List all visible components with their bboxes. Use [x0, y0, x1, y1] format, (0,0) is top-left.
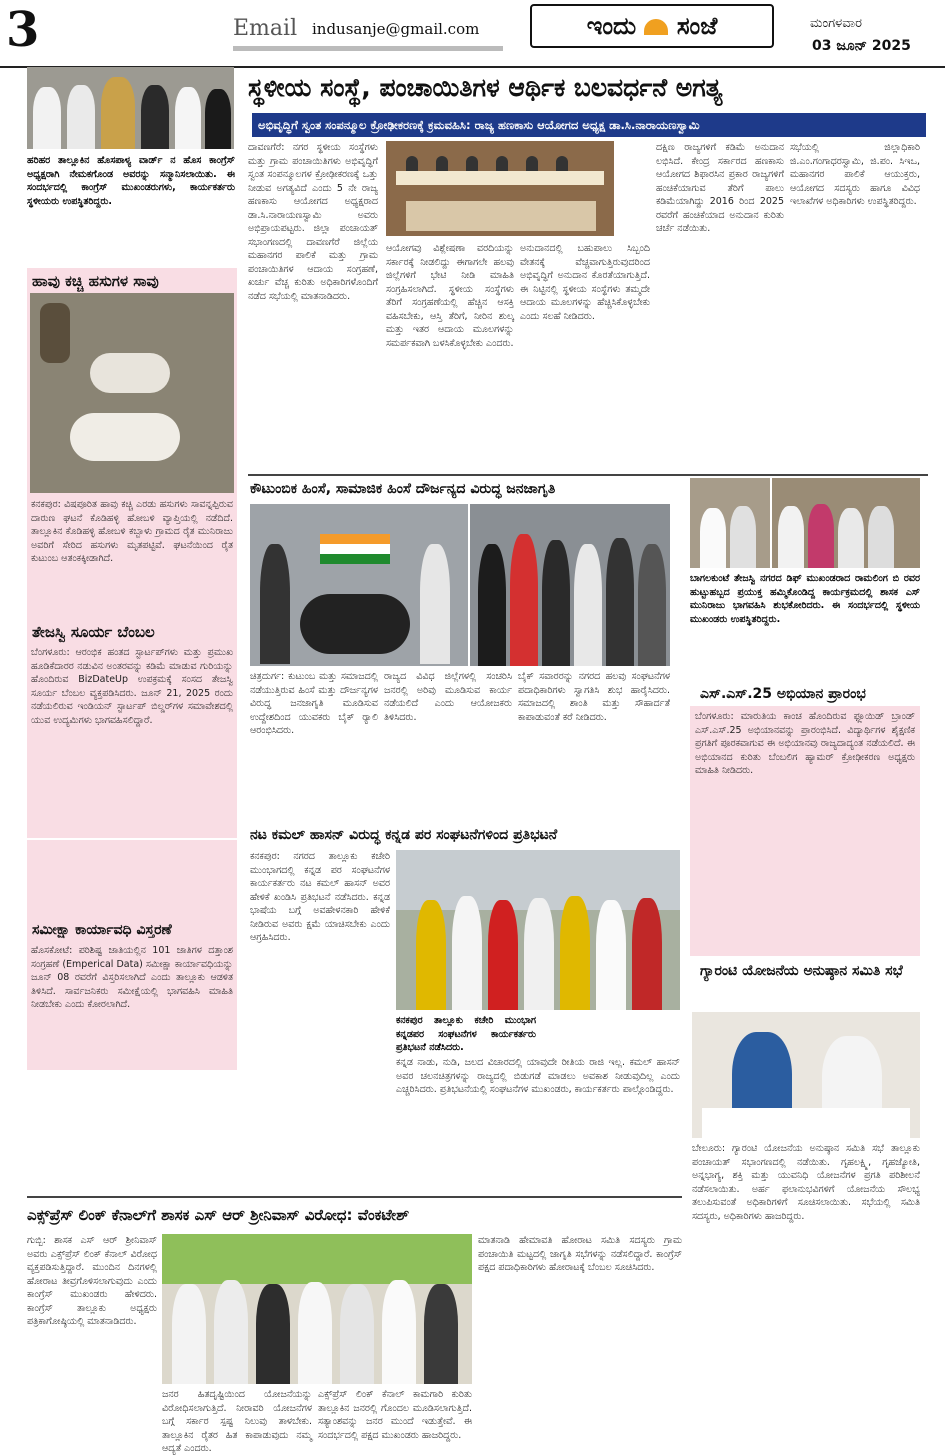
sun-icon — [644, 19, 668, 35]
email-address[interactable]: indusanje@gmail.com — [312, 20, 480, 38]
surya-body: ಬೆಂಗಳೂರು: ಆರಂಭಿಕ ಹಂತದ ಸ್ಟಾರ್ಟಪ್‌ಗಳು ಮತ್ತು ಪ್ರಮುಖ ಹೂಡಿಕೆದಾರರ ನಡುವಿನ ಅಂತರವನ್ನು ಕಡಿಮೆ ಮಾಡುವ ಗುರಿಯನ್ನು ಹೊಂದಿರುವ BizDateUp ಉಪಕ್ರಮಕ್ಕೆ ಸಂಸದ ತೇಜಸ್ವಿ ಸೂರ್ಯ ಬೆಂಬಲ ವ್ಯಕ್ತಪಡಿಸಿದರು. ಜೂನ್ 21, 2025 ರಂದು ನಡೆಯಲಿರುವ ಇಂಡಿಯನ್ ಸ್ಟಾರ್ಟಪ್ ಬಿಲ್ಡರ್‌ಗಳ ಸಮಾವೇಶದಲ್ಲಿ ಯುವ ಉದ್ಯಮಿಗಳು ಭಾಗವಹಿಸಲಿದ್ದಾರೆ. — [31, 647, 233, 726]
review-body: ಹೊಸಕೋಟೆ: ಪರಿಶಿಷ್ಟ ಜಾತಿಯಲ್ಲಿನ 101 ಜಾತಿಗಳ ದತ್ತಾಂಶ ಸಂಗ್ರಹಣೆ (Emperical Data) ಸಮೀಕ್ಷಾ ಕಾರ್ಯಾವಧಿಯನ್ನು ಜೂನ್ 08 ರವರೆಗೆ ವಿಸ್ತರಿಸಲಾಗಿದೆ ಎಂದು ತಾಲ್ಲೂಕು ಆಡಳಿತ ತಿಳಿಸಿದೆ. ಸಾರ್ವಜನಿಕರು ಸಮೀಕ್ಷೆಯಲ್ಲಿ ಭಾಗವಹಿಸಿ ಮಾಹಿತಿ ನೀಡಬೇಕು ಎಂದು ಕೋರಲಾಗಿದೆ. — [31, 945, 233, 1010]
congress-caption: ಹರಿಹರ ತಾಲ್ಲೂಕಿನ ಹೊಸಪಾಳ್ಯ ವಾರ್ಡ್ ನ ಹೊಸ ಕಾಂಗ್ರೆಸ್ ಅಧ್ಯಕ್ಷರಾಗಿ ನೇಮಕಗೊಂಡ ಅವರನ್ನು ಸನ್ಮಾನಿಸಲಾಯಿತು. ಈ ಸಂದರ್ಭದಲ್ಲಿ ಕಾಂಗ್ರೆಸ್ ಮುಖಂಡರುಗಳು, ಕಾರ್ಯಕರ್ತರು ಸ್ಥಳೀಯರು ಉಪಸ್ಥಿತರಿದ್ದರು. — [27, 155, 235, 207]
snake-story-body: ಕನಕಪುರ: ವಿಷಪೂರಿತ ಹಾವು ಕಚ್ಚಿ ಎರಡು ಹಸುಗಳು ಸಾವನ್ನಪ್ಪಿರುವ ದಾರುಣ ಘಟನೆ ಕೊಡಿಹಳ್ಳಿ ಹೋಬಳಿ ವ್ಯಾಪ್ತಿಯಲ್ಲಿ ನಡೆದಿದೆ. ತಾಲ್ಲೂಕಿನ ಕೊಡಿಹಳ್ಳಿ ಹೋಬಳಿ ಕಬ್ಬಾಳು ಗ್ರಾಮದ ರೈತ ಮುನಿರಾಜು ಅವರಿಗೆ ಸೇರಿದ ಹಸುಗಳು ಮೃತಪಟ್ಟಿವೆ. ಘಟನೆಯಿಂದ ರೈತ ಕುಟುಂಬ ಆತಂಕಕ್ಕೀಡಾಗಿದೆ. — [31, 499, 233, 564]
lead-subhead: ಅಭಿವೃದ್ಧಿಗೆ ಸ್ವಂತ ಸಂಪನ್ಮೂಲ ಕ್ರೋಢೀಕರಣಕ್ಕೆ ಕ್ರಮವಹಿಸಿ: ರಾಜ್ಯ ಹಣಕಾಸು ಆಯೋಗದ ಅಧ್ಯಕ್ಷ ಡಾ.ಸಿ.ನಾರಾಯಣಸ್ವಾಮಿ — [252, 113, 926, 137]
review-story-box — [27, 840, 237, 1070]
canal-col-3: ಎಕ್ಸ್‌ಪ್ರೆಸ್ ಲಿಂಕ್ ಕೆನಾಲ್ ಕಾಮಗಾರಿ ಕುರಿತು ತಾಲ್ಲೂಕಿನ ಜನರಲ್ಲಿ ಗೊಂದಲ ಮೂಡಿಸಲಾಗುತ್ತಿದೆ. ಸತ್ಯಾಂಶವನ್ನು ಜನರ ಮುಂದೆ ಇಡುತ್ತೇವೆ. ಈ ಸಂದರ್ಭದಲ್ಲಿ ಪಕ್ಷದ ಮುಖಂಡರು ಹಾಜರಿದ್ದರು. — [318, 1389, 472, 1441]
kamal-body-1: ಕನಕಪುರ: ನಗರದ ತಾಲ್ಲೂಕು ಕಚೇರಿ ಮುಂಭಾಗದಲ್ಲಿ ಕನ್ನಡ ಪರ ಸಂಘಟನೆಗಳ ಕಾರ್ಯಕರ್ತರು ನಟ ಕಮಲ್ ಹಾಸನ್ ಅವರ ಹೇಳಿಕೆ ಖಂಡಿಸಿ ಪ್ರತಿಭಟನೆ ನಡೆಸಿದರು. ಕನ್ನಡ ಭಾಷೆಯ ಬಗ್ಗೆ ಅವಹೇಳನಕಾರಿ ಹೇಳಿಕೆ ನೀಡಿರುವ ಅವರು ಕ್ಷಮೆ ಯಾಚಿಸಬೇಕು ಎಂದು ಆಗ್ರಹಿಸಿದರು. — [250, 851, 390, 943]
family-body-3-col: ಬೈಕ್ ಸವಾರರನ್ನು ನಗರದ ಹಲವು ಸಂಘಟನೆಗಳ ಪದಾಧಿಕಾರಿಗಳು ಸ್ವಾಗತಿಸಿ ಶುಭ ಹಾರೈಸಿದರು. ಸಮಾಜದಲ್ಲಿ ಶಾಂತಿ ಮತ್ತು ಸೌಹಾರ್ದತೆ ಕಾಪಾಡುವಂತೆ ಕರೆ ನೀಡಿದರು. — [518, 671, 670, 723]
lead-col-5: ಸಭೆಯಲ್ಲಿ ಜಿಲ್ಲಾಧಿಕಾರಿ ಜಿ.ಎಂ.ಗಂಗಾಧರಸ್ವಾಮಿ, ಜಿ.ಪಂ. ಸಿಇಒ, ಮಹಾನಗರ ಪಾಲಿಕೆ ಆಯುಕ್ತರು, ಆಯೋಗದ ಸದಸ್ಯರು ಹಾಗೂ ವಿವಿಧ ಇಲಾಖೆಗಳ ಅಧಿಕಾರಿಗಳು ಉಪಸ್ಥಿತರಿದ್ದರು. — [790, 142, 920, 207]
bottom-divider — [27, 1196, 682, 1198]
snake-story-headline: ಹಾವು ಕಚ್ಚಿ ಹಸುಗಳ ಸಾವು — [32, 272, 159, 290]
logo-right-text: ಸಂಜೆ — [676, 12, 718, 40]
lead-col-4: ದಕ್ಷಿಣ ರಾಜ್ಯಗಳಿಗೆ ಕಡಿಮೆ ಅನುದಾನ ಲಭಿಸಿದೆ. ಕೇಂದ್ರ ಸರ್ಕಾರದ ಹಣಕಾಸು ಆಯೋಗದ ಶಿಫಾರಸಿನ ಪ್ರಕಾರ ರಾಜ್ಯಗಳಿಗೆ ಹಂಚಿಕೆಯಾಗುವ ತೆರಿಗೆ ಪಾಲು ಕಡಿಮೆಯಾಗಿದ್ದು 2016 ರಿಂದ 2025 ರವರೆಗೆ ಹಂಚಿಕೆಯಾದ ಅನುದಾನ ಕುರಿತು ಚರ್ಚೆ ನಡೆಯಿತು. — [656, 142, 784, 234]
surya-headline: ತೇಜಸ್ವಿ ಸೂರ್ಯ ಬೆಂಬಲ — [32, 623, 155, 641]
newspaper-logo — [530, 4, 774, 48]
family-body-2: ರಾಜ್ಯದ ವಿವಿಧ ಜಿಲ್ಲೆಗಳಲ್ಲಿ ಸಂಚರಿಸಿ ಜನರಲ್ಲಿ ಅರಿವು ಮೂಡಿಸುವ ಕಾರ್ಯ ನಡೆಯಲಿದೆ ಎಂದು ಆಯೋಜಕರು ತಿಳಿಸಿದರು. — [384, 671, 512, 723]
canal-col-4: ಮಾತನಾಡಿ ಹೇಮಾವತಿ ಹೋರಾಟ ಸಮಿತಿ ಸದಸ್ಯರು ಗ್ರಾಮ ಪಂಚಾಯಿತಿ ಮಟ್ಟದಲ್ಲಿ ಜಾಗೃತಿ ಸಭೆಗಳನ್ನು ನಡೆಸಲಿದ್ದಾರೆ. ಕಾಂಗ್ರೆಸ್ ಪಕ್ಷದ ಪದಾಧಿಕಾರಿಗಳು ಹೋರಾಟಕ್ಕೆ ಬೆಂಬಲ ಸೂಚಿಸಿದರು. — [478, 1235, 682, 1273]
family-headline: ಕೌಟುಂಬಿಕ ಹಿಂಸೆ, ಸಾಮಾಜಿಕ ಹಿಂಸೆ ದೌರ್ಜನ್ಯದ ವಿರುದ್ಧ ಜನಜಾಗೃತಿ — [250, 481, 556, 497]
canal-col-2: ಜನರ ಹಿತದೃಷ್ಟಿಯಿಂದ ಯೋಜನೆಯನ್ನು ವಿರೋಧಿಸಲಾಗುತ್ತಿದೆ. ನೀರಾವರಿ ಯೋಜನೆಗಳ ಬಗ್ಗೆ ಸರ್ಕಾರ ಸ್ಪಷ್ಟ ನಿಲುವು ತಾಳಬೇಕು. ತಾಲ್ಲೂಕಿನ ರೈತರ ಹಿತ ಕಾಪಾಡುವುದು ನಮ್ಮ ಆದ್ಯತೆ ಎಂದರು. — [162, 1389, 312, 1454]
birthday-event-photo-left — [690, 478, 770, 568]
commission-meeting-photo — [386, 141, 614, 236]
canal-press-meet-photo — [162, 1234, 472, 1384]
family-body-1: ಚಿತ್ರದುರ್ಗ: ಕುಟುಂಬ ಮತ್ತು ಸಮಾಜದಲ್ಲಿ ನಡೆಯುತ್ತಿರುವ ಹಿಂಸೆ ಮತ್ತು ದೌರ್ಜನ್ಯಗಳ ವಿರುದ್ಧ ಜನಜಾಗೃತಿ ಮೂಡಿಸುವ ಉದ್ದೇಶದಿಂದ ಯುವಕರು ಬೈಕ್ ರ‍್ಯಾಲಿ ಆರಂಭಿಸಿದರು. — [250, 671, 378, 736]
logo-left-text: ಇಂದು — [586, 12, 637, 40]
bike-rally-photo — [250, 504, 468, 666]
sslc-headline: ಎಸ್.ಎಸ್.25 ಅಭಿಯಾನ ಪ್ರಾರಂಭ — [700, 686, 866, 702]
birthday-event-caption: ಬಾಗಲಕುಂಟೆ ತೇಜಸ್ವಿ ನಗರದ ಡಿಫ್ ಮುಖಂಡರಾದ ರಾಮಲಿಂಗ ಬಿ ರವರ ಹುಟ್ಟುಹಬ್ಬದ ಪ್ರಯುಕ್ತ ಹಮ್ಮಿಕೊಂಡಿದ್ದ ಕಾರ್ಯಕ್ರಮದಲ್ಲಿ ಶಾಸಕ ಎಸ್ ಮುನಿರಾಜು ಭಾಗವಹಿಸಿ ಶುಭಕೋರಿದರು. ಈ ಸಂದರ್ಭದಲ್ಲಿ ಸ್ಥಳೀಯ ಮುಖಂಡರು ಉಪಸ್ಥಿತರಿದ್ದರು. — [690, 573, 920, 625]
guarantee-meeting-photo — [692, 1012, 920, 1138]
rally-group-photo — [470, 504, 670, 666]
birthday-event-photo-right — [772, 478, 920, 568]
lead-col-1: ದಾವಣಗೆರೆ: ನಗರ ಸ್ಥಳೀಯ ಸಂಸ್ಥೆಗಳು ಮತ್ತು ಗ್ರಾಮ ಪಂಚಾಯಿತಿಗಳು ಅಭಿವೃದ್ಧಿಗೆ ಸ್ವಂತ ಸಂಪನ್ಮೂಲಗಳ ಕ್ರೋಢೀಕರಣಕ್ಕೆ ಒತ್ತು ನೀಡುವ ಅಗತ್ಯವಿದೆ ಎಂದು 5 ನೇ ರಾಜ್ಯ ಹಣಕಾಸು ಆಯೋಗದ ಅಧ್ಯಕ್ಷರಾದ ಡಾ.ಸಿ.ನಾರಾಯಣಸ್ವಾಮಿ ಅವರು ಅಭಿಪ್ರಾಯಪಟ್ಟರು. ಜಿಲ್ಲಾ ಪಂಚಾಯತ್ ಸಭಾಂಗಣದಲ್ಲಿ ದಾವಣಗೆರೆ ಜಿಲ್ಲೆಯ ಮಹಾನಗರ ಪಾಲಿಕೆ ಮತ್ತು ಗ್ರಾಮ ಪಂಚಾಯಿತಿಗಳ ಆದಾಯ ಸಂಗ್ರಹಣೆ, ಖರ್ಚು ವೆಚ್ಚ ಕುರಿತು ಅಧಿಕಾರಿಗಳೊಂದಿಗೆ ನಡೆದ ಸಭೆಯಲ್ಲಿ ಮಾತನಾಡಿದರು. — [248, 142, 378, 302]
lead-col-2: ಆಯೋಗವು ವಿಶ್ಲೇಷಣಾ ವರದಿಯನ್ನು ಸರ್ಕಾರಕ್ಕೆ ನೀಡಲಿದ್ದು ಈಗಾಗಲೇ ಹಲವು ಜಿಲ್ಲೆಗಳಿಗೆ ಭೇಟಿ ನೀಡಿ ಮಾಹಿತಿ ಸಂಗ್ರಹಿಸಲಾಗಿದೆ. ಸ್ಥಳೀಯ ಸಂಸ್ಥೆಗಳು ತೆರಿಗೆ ಸಂಗ್ರಹಣೆಯಲ್ಲಿ ಹೆಚ್ಚಿನ ಆಸಕ್ತಿ ವಹಿಸಬೇಕು, ಆಸ್ತಿ ತೆರಿಗೆ, ನೀರಿನ ಶುಲ್ಕ ಮತ್ತು ಇತರ ಆದಾಯ ಮೂಲಗಳನ್ನು ಸಮರ್ಪಕವಾಗಿ ಬಳಸಿಕೊಳ್ಳಬೇಕು ಎಂದರು. — [386, 243, 514, 349]
snake-story-box — [27, 268, 237, 838]
section-divider — [248, 474, 928, 476]
lead-col-3: ಅನುದಾನದಲ್ಲಿ ಬಹುಪಾಲು ಸಿಬ್ಬಂದಿ ವೇತನಕ್ಕೆ ವೆಚ್ಚವಾಗುತ್ತಿರುವುದರಿಂದ ಅಭಿವೃದ್ಧಿಗೆ ಅನುದಾನ ಕೊರತೆಯಾಗುತ್ತಿದೆ. ಈ ನಿಟ್ಟಿನಲ್ಲಿ ಸ್ಥಳೀಯ ಸಂಸ್ಥೆಗಳು ತಮ್ಮದೇ ಆದಾಯ ಮೂಲಗಳನ್ನು ಹೆಚ್ಚಿಸಿಕೊಳ್ಳಬೇಕು ಎಂದು ಸಲಹೆ ನೀಡಿದರು. — [520, 243, 650, 322]
lead-headline: ಸ್ಥಳೀಯ ಸಂಸ್ಥೆ, ಪಂಚಾಯಿತಿಗಳ ಆರ್ಥಿಕ ಬಲವರ್ಧನೆ ಅಗತ್ಯ — [248, 73, 723, 102]
congress-felicitation-photo — [27, 67, 234, 149]
page-number: 3 — [6, 2, 40, 58]
kamal-headline: ನಟ ಕಮಲ್ ಹಾಸನ್ ವಿರುದ್ಧ ಕನ್ನಡ ಪರ ಸಂಘಟನೆಗಳಿಂದ ಪ್ರತಿಭಟನೆ — [250, 827, 558, 843]
kamal-body-2: ಕನ್ನಡ ನಾಡು, ನುಡಿ, ಜಲದ ವಿಚಾರದಲ್ಲಿ ಯಾವುದೇ ರೀತಿಯ ರಾಜಿ ಇಲ್ಲ. ಕಮಲ್ ಹಾಸನ್ ಅವರ ಚಲನಚಿತ್ರಗಳನ್ನು ರಾಜ್ಯದಲ್ಲಿ ಬಿಡುಗಡೆ ಮಾಡಲು ಅವಕಾಶ ನೀಡುವುದಿಲ್ಲ ಎಂದು ಎಚ್ಚರಿಸಿದರು. ಪ್ರತಿಭಟನೆಯಲ್ಲಿ ಸಂಘಟನೆಗಳ ಮುಖಂಡರು, ಕಾರ್ಯಕರ್ತರು ಪಾಲ್ಗೊಂಡಿದ್ದರು. — [396, 1057, 680, 1095]
canal-headline: ಎಕ್ಸ್‌ಪ್ರೆಸ್ ಲಿಂಕ್ ಕೆನಾಲ್‌ಗೆ ಶಾಸಕ ಎಸ್ ಆರ್ ಶ್ರೀನಿವಾಸ್ ವಿರೋಧ: ವೆಂಕಟೇಶ್ — [27, 1206, 410, 1224]
masthead — [0, 0, 945, 68]
kamal-protest-photo — [396, 850, 680, 1010]
issue-date: 03 ಜೂನ್ 2025 — [812, 38, 911, 54]
canal-col-1: ಗುಬ್ಬಿ: ಶಾಸಕ ಎಸ್ ಆರ್ ಶ್ರೀನಿವಾಸ್ ಅವರು ಎಕ್ಸ್‌ಪ್ರೆಸ್ ಲಿಂಕ್ ಕೆನಾಲ್ ವಿರೋಧ ವ್ಯಕ್ತಪಡಿಸುತ್ತಿದ್ದಾರೆ. ಮುಂದಿನ ದಿನಗಳಲ್ಲಿ ಹೋರಾಟ ತೀವ್ರಗೊಳಿಸಲಾಗುವುದು ಎಂದು ಕಾಂಗ್ರೆಸ್ ಮುಖಂಡರು ಹೇಳಿದರು. ಕಾಂಗ್ರೆಸ್ ತಾಲ್ಲೂಕು ಅಧ್ಯಕ್ಷರು ಪತ್ರಿಕಾಗೋಷ್ಠಿಯಲ್ಲಿ ಮಾತನಾಡಿದರು. — [27, 1235, 157, 1327]
sslc-body: ಬೆಂಗಳೂರು: ಮಾರುತಿಯ ಕಾಂಚ ಹೊಂದಿರುವ ಫ್ಲೂಯಿಡ್ ಬ್ರಾಂಡ್ ಎಸ್.ಎಸ್.25 ಅಭಿಯಾನವನ್ನು ಪ್ರಾರಂಭಿಸಿದೆ. ವಿದ್ಯಾರ್ಥಿಗಳ ಶೈಕ್ಷಣಿಕ ಪ್ರಗತಿಗೆ ಪೂರಕವಾಗುವ ಈ ಅಭಿಯಾನವು ರಾಜ್ಯದಾದ್ಯಂತ ನಡೆಯಲಿದೆ. ಈ ಅಭಿಯಾನದ ಕುರಿತು ಬೆಂಬಲಿಗ ಹ್ಯಾಮರ್ ಕ್ರೋಢೀಕರಣ ಅಧ್ಯಕ್ಷರು ಮಾಹಿತಿ ನೀಡಿದರು. — [695, 711, 915, 776]
dead-cows-photo — [30, 293, 234, 493]
review-headline: ಸಮೀಕ್ಷಾ ಕಾರ್ಯಾವಧಿ ವಿಸ್ತರಣೆ — [32, 922, 172, 938]
guarantee-body: ಬೇಲೂರು: ಗ್ಯಾರಂಟಿ ಯೋಜನೆಯ ಅನುಷ್ಠಾನ ಸಮಿತಿ ಸಭೆ ತಾಲ್ಲೂಕು ಪಂಚಾಯತ್ ಸಭಾಂಗಣದಲ್ಲಿ ನಡೆಯಿತು. ಗೃಹಲಕ್ಷ್ಮಿ, ಗೃಹಜ್ಯೋತಿ, ಅನ್ನಭಾಗ್ಯ, ಶಕ್ತಿ ಮತ್ತು ಯುವನಿಧಿ ಯೋಜನೆಗಳ ಪ್ರಗತಿ ಪರಿಶೀಲನೆ ನಡೆಸಲಾಯಿತು. ಅರ್ಹ ಫಲಾನುಭವಿಗಳಿಗೆ ಯೋಜನೆಯ ಸೌಲಭ್ಯ ತಲುಪಿಸುವಂತೆ ಅಧಿಕಾರಿಗಳಿಗೆ ಸೂಚಿಸಲಾಯಿತು. ಸಭೆಯಲ್ಲಿ ಸಮಿತಿ ಸದಸ್ಯರು, ಅಧಿಕಾರಿಗಳು ಹಾಜರಿದ್ದರು. — [692, 1143, 920, 1222]
kamal-photo-caption: ಕನಕಪುರ ತಾಲ್ಲೂಕು ಕಚೇರಿ ಮುಂಭಾಗ ಕನ್ನಡಪರ ಸಂಘಟನೆಗಳ ಕಾರ್ಯಕರ್ತರು ಪ್ರತಿಭಟನೆ ನಡೆಸಿದರು. — [396, 1015, 536, 1053]
issue-day: ಮಂಗಳವಾರ — [810, 16, 863, 31]
sslc-box — [690, 706, 920, 956]
email-label: Email — [233, 16, 298, 41]
email-underline — [233, 46, 503, 51]
guarantee-headline: ಗ್ಯಾರಂಟಿ ಯೋಜನೆಯ ಅನುಷ್ಠಾನ ಸಮಿತಿ ಸಭೆ — [700, 963, 903, 979]
surya-body-continued — [31, 840, 233, 920]
